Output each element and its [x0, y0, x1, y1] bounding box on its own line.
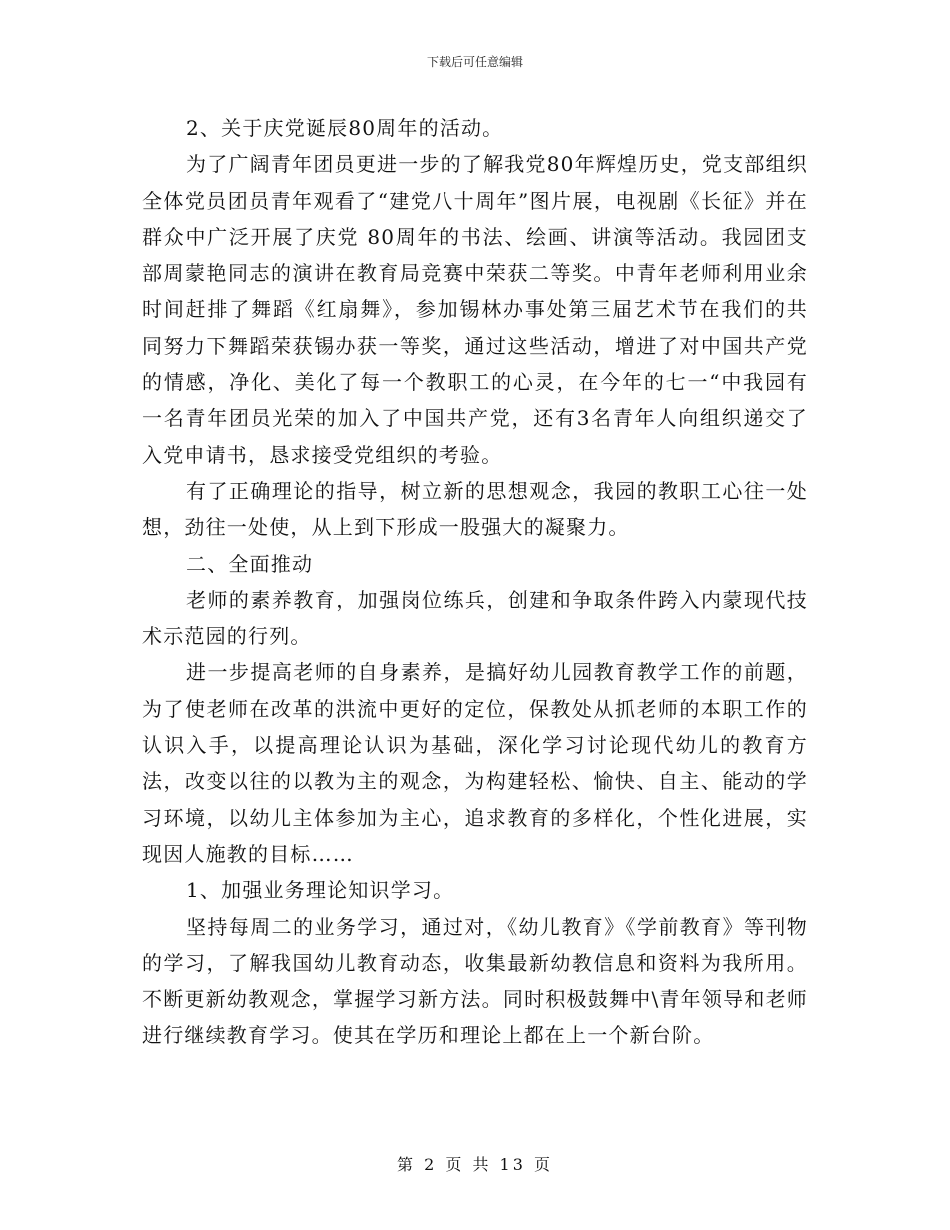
paragraph-party-anniversary-heading: 2、关于庆党诞辰80周年的活动。	[186, 116, 504, 140]
paragraph-cohesion: 有了正确理论的指导，树立新的思想观念，我园的教职工心往一处想，劲往一处使，从上到下形成一股强大的凝聚力。	[142, 478, 808, 540]
paragraph-self-improvement: 进一步提高老师的自身素养，是搞好幼儿园教育教学工作的前题，为了使老师在改革的洪流中更好的定位，保教处从抓老师的本职工作的认识入手，以提高理论认识为基础，深化学习讨论现代幼儿的教育方法，改变以往的以教为主的观念，为构建轻松、愉快、自主、能动的学习环境，以幼儿主体参加为主心，追求教育的多样化，个性化进展，实现因人施教的目标……	[142, 660, 808, 866]
page-number: 第 2 页 共 13 页	[397, 1155, 553, 1174]
section-heading-promotion: 二、全面推动	[186, 551, 314, 576]
page-header-note: 下载后可任意编辑	[426, 55, 523, 69]
subheading-theory-study: 1、加强业务理论知识学习。	[186, 878, 455, 903]
document-body	[142, 110, 808, 1054]
paragraph-weekly-study: 坚持每周二的业务学习，通过对，《幼儿教育》《学前教育》等刊物的学习，了解我国幼儿教育动态，收集最新幼教信息和资料为我所用。不断更新幼教观念，掌握学习新方法。同时积极鼓舞中\青年领导和老师进行继续教育学习。使其在学历和理论上都在上一个新台阶。	[142, 914, 808, 1048]
paragraph-party-anniversary-activities: 为了广阔青年团员更进一步的了解我党80年辉煌历史，党支部组织全体党员团员青年观看了“建党八十周年”图片展，电视剧《长征》并在群众中广泛开展了庆党 80周年的书法、绘画、讲演等活动。我园团支部周蒙艳同志的演讲在教育局竞赛中荣获二等奖。中青年老师利用业余时间赶排了舞蹈《红扇舞》，参加锡林办事处第三届艺术节在我们的共同努力下舞蹈荣获锡办获一等奖，通过这些活动，增进了对中国共产党的情感，净化、美化了每一个教职工的心灵，在今年的七一“中我园有一名青年团员光荣的加入了中国共产党，还有3名青年人向组织递交了入党申请书，恳求接受党组织的考验。	[142, 152, 808, 467]
paragraph-teacher-quality: 老师的素养教育，加强岗位练兵，创建和争取条件跨入内蒙现代技术示范园的行列。	[142, 587, 808, 649]
